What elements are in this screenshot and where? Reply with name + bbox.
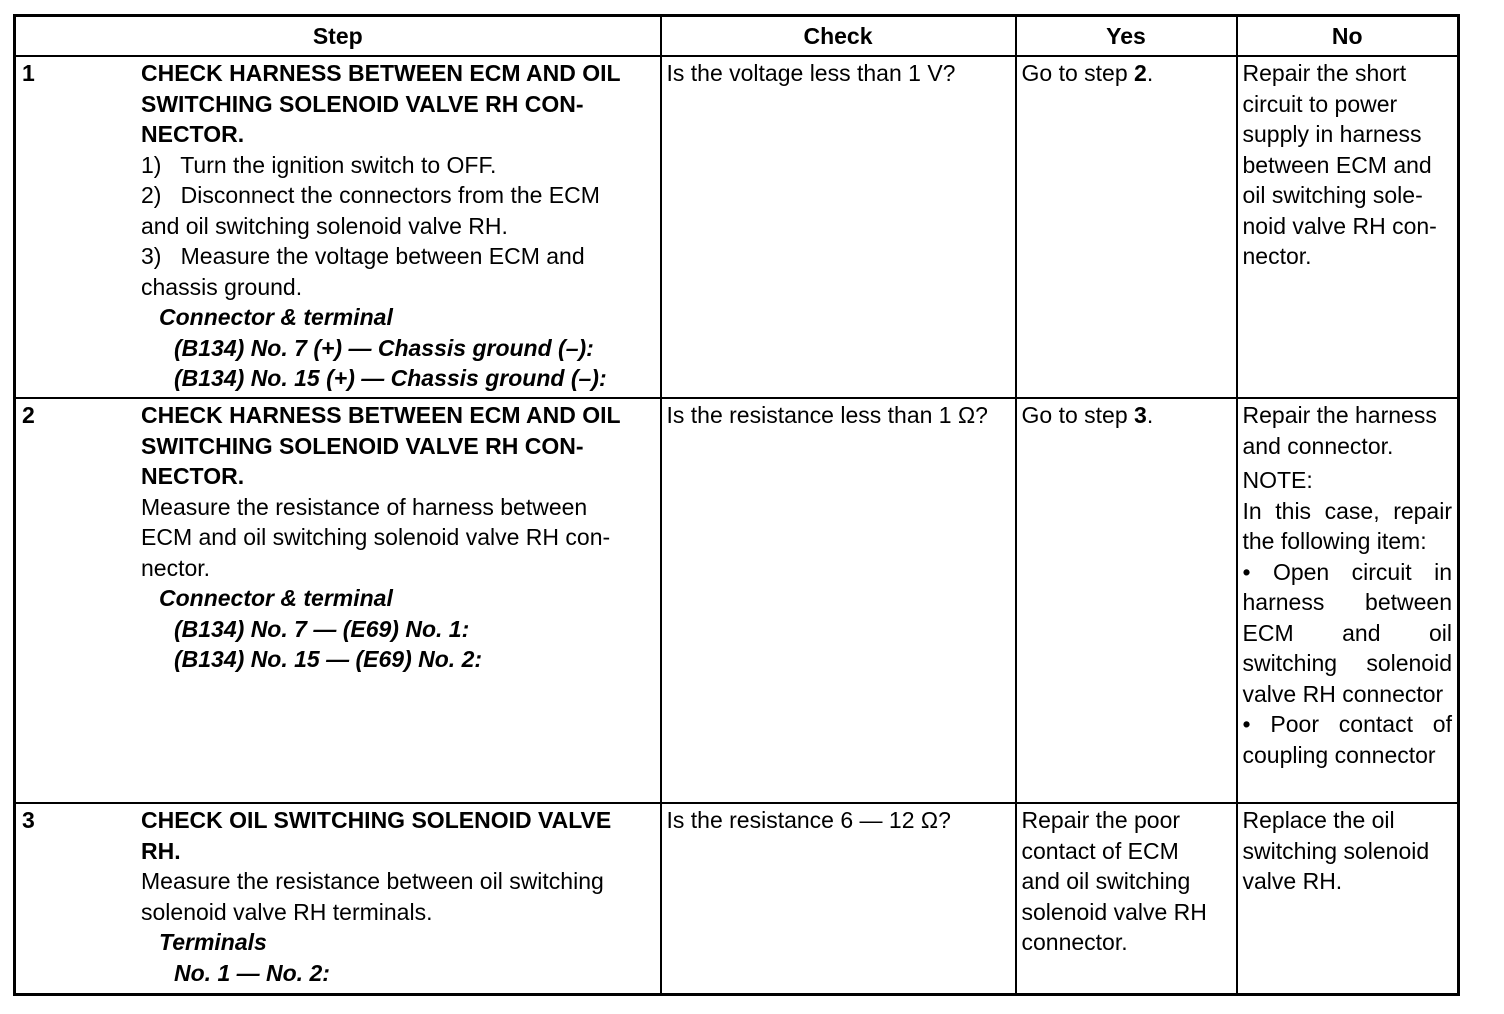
spec-label: Connector & terminal	[159, 585, 393, 611]
no-line: oil switching sole-	[1242, 182, 1423, 208]
step-title-line: CHECK HARNESS BETWEEN ECM AND OIL	[141, 60, 621, 86]
yes-cell	[1016, 56, 1237, 398]
step-body-line: Measure the resistance of harness between	[141, 493, 588, 520]
yes-suffix: .	[1146, 60, 1154, 86]
step-body-line: chassis ground.	[141, 273, 303, 300]
step-number: 3	[22, 807, 35, 833]
step-body-line: ECM and oil switching solenoid valve RH con-	[141, 524, 611, 550]
step-title-line: CHECK OIL SWITCHING SOLENOID VALVE	[141, 807, 612, 833]
yes-line: Repair the poor	[1021, 807, 1181, 833]
table-row	[15, 803, 1459, 994]
yes-cell	[1016, 803, 1237, 994]
step-body-line: nector.	[141, 554, 211, 581]
no-line: nector.	[1242, 243, 1312, 269]
yes-step-link: 2	[1134, 60, 1147, 86]
no-line: between ECM and	[1242, 151, 1432, 178]
no-cell	[1237, 398, 1459, 803]
step-cell	[15, 56, 661, 398]
no-cell	[1237, 803, 1459, 994]
step-title-line: NECTOR.	[141, 463, 245, 489]
step-title-line: CHECK HARNESS BETWEEN ECM AND OIL	[141, 402, 621, 428]
yes-line: and oil switching	[1021, 868, 1191, 894]
step-cell	[15, 803, 661, 994]
step-cell	[15, 398, 661, 803]
no-line: switching solenoid	[1242, 837, 1430, 864]
header-step: Step	[15, 16, 661, 57]
check-cell: Is the resistance less than 1 Ω?	[661, 398, 1016, 803]
no-line: valve RH.	[1242, 868, 1343, 894]
header-check: Check	[661, 16, 1016, 57]
yes-step-link: 3	[1134, 402, 1147, 428]
yes-text: Go to step	[1021, 402, 1135, 428]
note-item: • Poor contact of coupling connector	[1242, 711, 1452, 768]
step-body-line: 1) Turn the ignition switch to OFF.	[141, 151, 497, 178]
step-body-line: and oil switching solenoid valve RH.	[141, 212, 508, 239]
diagnostic-table	[13, 14, 1460, 996]
yes-text: Go to step	[1021, 60, 1135, 86]
yes-line: solenoid valve RH	[1021, 898, 1207, 925]
step-body-line: 2) Disconnect the connectors from the ECM	[141, 182, 600, 208]
check-cell: Is the voltage less than 1 V?	[661, 56, 1016, 398]
spec-item: (B134) No. 7 — (E69) No. 1:	[174, 615, 470, 642]
step-body-line: solenoid valve RH terminals.	[141, 898, 433, 925]
note-intro: In this case, repair the following item:	[1242, 497, 1452, 554]
no-line: and connector.	[1242, 432, 1394, 459]
spec-item: (B134) No. 15 — (E69) No. 2:	[174, 646, 483, 672]
no-cell	[1237, 56, 1459, 398]
spec-item: (B134) No. 15 (+) — Chassis ground (–):	[174, 365, 607, 391]
step-body-line: Measure the resistance between oil switching	[141, 868, 604, 894]
step-number: 2	[22, 402, 35, 428]
no-line: Repair the harness	[1242, 402, 1437, 428]
no-line: noid valve RH con-	[1242, 212, 1437, 239]
check-cell: Is the resistance 6 — 12 Ω?	[661, 803, 1016, 994]
no-line: Repair the short	[1242, 60, 1407, 86]
step-title-line: SWITCHING SOLENOID VALVE RH CON-	[141, 432, 584, 459]
step-title-line: SWITCHING SOLENOID VALVE RH CON-	[141, 90, 584, 117]
note-label: NOTE:	[1242, 467, 1313, 493]
header-row	[15, 16, 1459, 57]
no-line: Replace the oil	[1242, 807, 1395, 833]
header-yes: Yes	[1016, 16, 1237, 57]
step-title-line: NECTOR.	[141, 121, 245, 147]
yes-suffix: .	[1146, 402, 1154, 428]
table-row	[15, 398, 1459, 803]
step-body-line: 3) Measure the voltage between ECM and	[141, 243, 585, 269]
step-number: 1	[22, 60, 35, 86]
yes-line: contact of ECM	[1021, 837, 1179, 864]
table-row	[15, 56, 1459, 398]
no-line: circuit to power	[1242, 90, 1398, 117]
spec-item: No. 1 — No. 2:	[174, 959, 330, 986]
step-title-line: RH.	[141, 837, 181, 864]
spec-label: Connector & terminal	[159, 304, 393, 330]
yes-line: connector.	[1021, 929, 1128, 955]
yes-cell	[1016, 398, 1237, 803]
no-line: supply in harness	[1242, 121, 1422, 147]
spec-label: Terminals	[159, 929, 267, 955]
note-item: • Open circuit in harness between ECM and oil switching solenoid valve RH connector	[1242, 558, 1452, 707]
spec-item: (B134) No. 7 (+) — Chassis ground (–):	[174, 334, 594, 361]
header-no: No	[1237, 16, 1459, 57]
